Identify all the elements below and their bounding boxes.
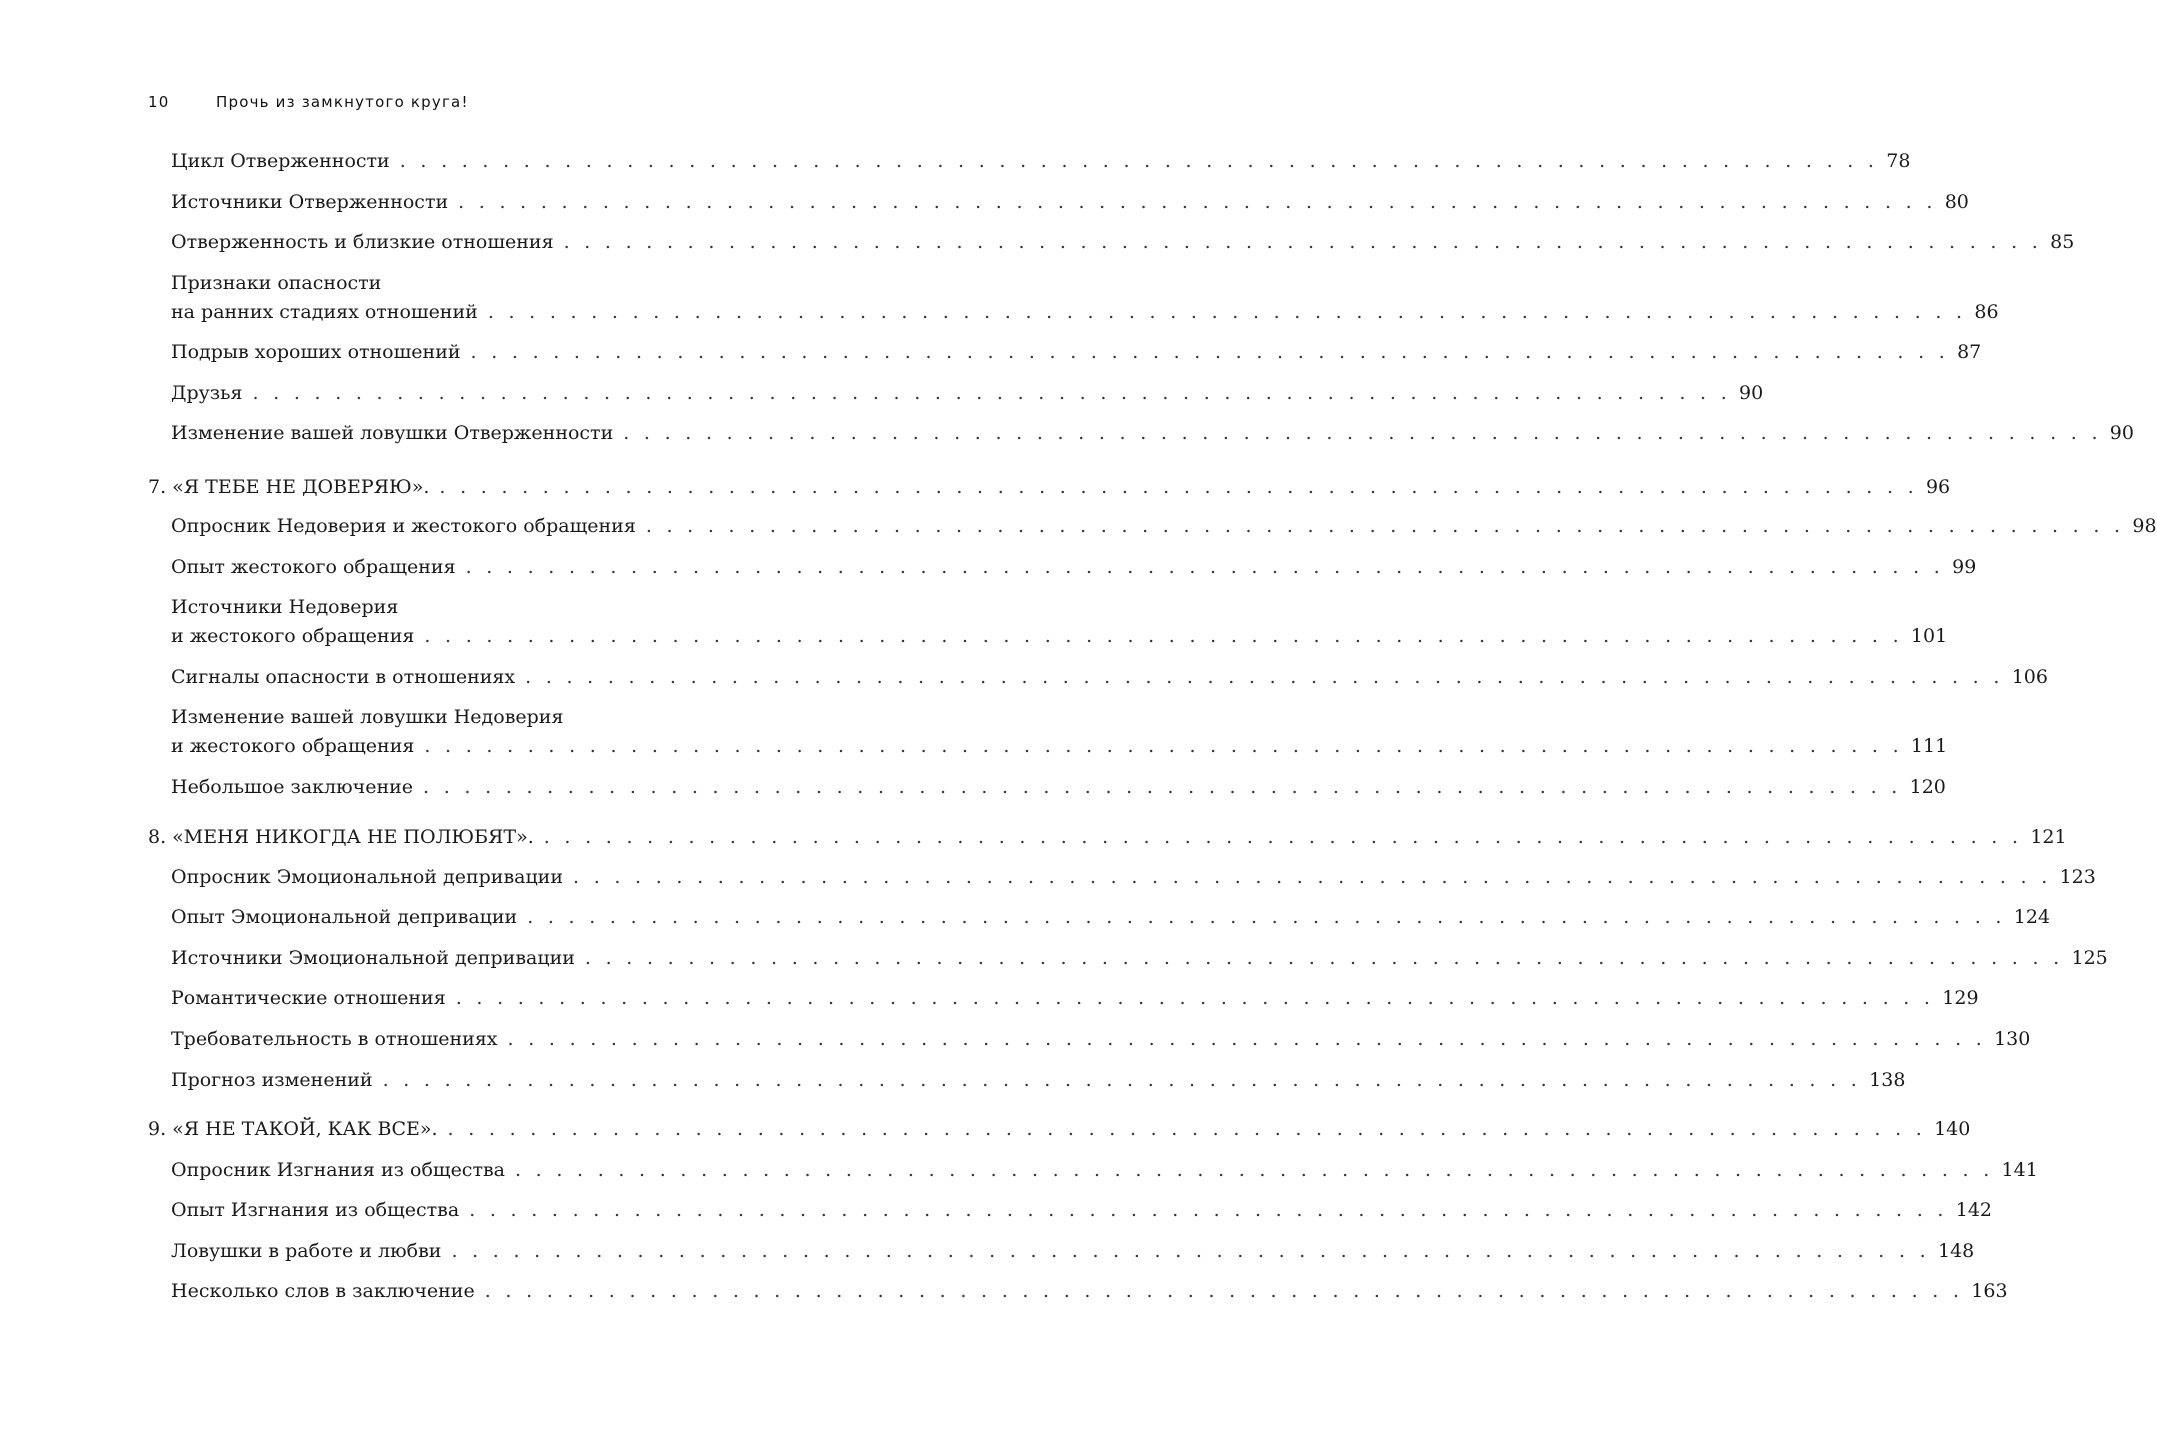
toc-page-number: 141 (2001, 1159, 2038, 1181)
toc-page-number: 140 (1934, 1118, 1971, 1140)
toc-title-line: Изменение вашей ловушки Недоверия (171, 706, 564, 728)
toc-title-line: Источники Недоверия (171, 596, 399, 618)
toc-title: 7. «Я ТЕБЕ НЕ ДОВЕРЯЮ». (148, 476, 430, 498)
toc-page-number: 129 (1942, 987, 1979, 1009)
dot-leader: . . . . . . . . . . . . . . . . . . . . . . . . . . . . . . . . . . . . . . . . . . . . . . . . . . . . . . . . . . . . . . . . . . . . . . . . (470, 341, 1950, 363)
dot-leader: . . . . . . . . . . . . . . . . . . . . . . . . . . . . . . . . . . . . . . . . . . . . . . . . . . . . . . . . . . . . . . . . . . . . . . . . (525, 666, 2004, 688)
dot-leader: . . . . . . . . . . . . . . . . . . . . . . . . . . . . . . . . . . . . . . . . . . . . . . . . . . . . . . . . . . . . . . . . . . . . . . . . (507, 1028, 1987, 1050)
toc-page-number: 138 (1869, 1069, 1906, 1091)
toc-section (171, 1025, 2031, 1054)
toc-section (171, 553, 1977, 582)
toc-section (171, 419, 2134, 448)
toc-page-number: 85 (2050, 231, 2075, 253)
toc-title: Ловушки в работе и любви (171, 1240, 442, 1262)
dot-leader: . . . . . . . . . . . . . . . . . . . . . . . . . . . . . . . . . . . . . . . . . . . . . . . . . . . . . . . . . . . . . . . . . . . . . . . . (458, 191, 1937, 213)
toc-title: Опросник Изгнания из общества (171, 1159, 505, 1181)
toc-section (171, 188, 1969, 217)
toc-page-number: 123 (2059, 866, 2096, 888)
toc-section (171, 1156, 2038, 1185)
toc-page-number: 87 (1957, 341, 1982, 363)
toc-page-number: 120 (1909, 776, 1946, 798)
toc-title: и жестокого обращения (171, 735, 415, 757)
toc-title: и жестокого обращения (171, 625, 415, 647)
dot-leader: . . . . . . . . . . . . . . . . . . . . . . . . . . . . . . . . . . . . . . . . . . . . . . . . . . . . . . . . . . . . . . . . . . . . . . . . (455, 987, 1935, 1009)
toc-section (171, 338, 1982, 367)
toc-title: Опыт Эмоциональной депривации (171, 906, 518, 928)
toc-section (171, 147, 1911, 176)
toc-section (171, 1277, 2008, 1306)
toc-chapter (148, 1115, 1971, 1144)
toc-title: Друзья (171, 382, 243, 404)
dot-leader: . . . . . . . . . . . . . . . . . . . . . . . . . . . . . . . . . . . . . . . . . . . . . . . . . . . . . . . . . . . . . . . . . . . . . . . . (424, 625, 1903, 647)
toc-title: Опыт Изгнания из общества (171, 1199, 460, 1221)
toc-page-number: 86 (1974, 301, 1999, 323)
toc-page-number: 142 (1955, 1199, 1993, 1221)
toc-section (171, 269, 1999, 327)
toc-page-number: 106 (2011, 666, 2048, 688)
dot-leader: . . . . . . . . . . . . . . . . . . . . . . . . . . . . . . . . . . . . . . . . . . . . . . . . . . . . . . . . . . . . . . . . . . . . . . . . (451, 1240, 1930, 1262)
toc-page-number: 90 (2109, 422, 2134, 444)
toc-section (171, 863, 2096, 892)
dot-leader: . . . . . . . . . . . . . . . . . . . . . . . . . . . . . . . . . . . . . . . . . . . . . . . . . . . . . . . . . . . . . . . . . . . . . . . . (543, 826, 2023, 848)
toc-section (171, 1066, 1906, 1095)
toc-page-number: 111 (1910, 735, 1948, 757)
toc-page-number: 101 (1910, 625, 1948, 647)
toc-section (171, 944, 2108, 973)
dot-leader: . . . . . . . . . . . . . . . . . . . . . . . . . . . . . . . . . . . . . . . . . . . . . . . . . . . . . . . . . . . . . . . . . . . . . . . . (623, 422, 2102, 444)
toc-title: Сигналы опасности в отношениях (171, 666, 516, 688)
toc-title: Несколько слов в заключение (171, 1280, 475, 1302)
toc-page-number: 125 (2071, 947, 2108, 969)
dot-leader: . . . . . . . . . . . . . . . . . . . . . . . . . . . . . . . . . . . . . . . . . . . . . . . . . . . . . . . . . . . . . . . . . . . . . . . . (469, 1199, 1948, 1221)
dot-leader: . . . . . . . . . . . . . . . . . . . . . . . . . . . . . . . . . . . . . . . . . . . . . . . . . . . . . . . . . . . . . . . . . . . . . . . . (514, 1159, 1994, 1181)
dot-leader: . . . . . . . . . . . . . . . . . . . . . . . . . . . . . . . . . . . . . . . . . . . . . . . . . . . . . . . . . . . . . . . . . . . . . . . . (399, 150, 1879, 172)
toc-title: 9. «Я НЕ ТАКОЙ, КАК ВСЕ». (148, 1118, 438, 1140)
dot-leader: . . . . . . . . . . . . . . . . . . . . . . . . . . . . . . . . . . . . . . . . . . . . . . . . . . . . . . . . . . . . . . . . . . . . . . . . (382, 1069, 1862, 1091)
dot-leader: . . . . . . . . . . . . . . . . . . . . . . . . . . . . . . . . . . . . . . . . . . . . . . . . . . . . . . . . . . . . . . . . . . . . . . . . (465, 556, 1945, 578)
toc-section (171, 1196, 1993, 1225)
toc-page-number: 80 (1944, 191, 1969, 213)
book-title: Прочь из замкнутого круга! (216, 93, 469, 111)
toc-title: Требовательность в отношениях (171, 1028, 498, 1050)
toc-section (171, 1237, 1975, 1266)
toc-title: Цикл Отверженности (171, 150, 390, 172)
toc-title: Опыт жестокого обращения (171, 556, 456, 578)
dot-leader: . . . . . . . . . . . . . . . . . . . . . . . . . . . . . . . . . . . . . . . . . . . . . . . . . . . . . . . . . . . . . . . . . . . . . . . . (563, 231, 2043, 253)
toc-title: на ранних стадиях отношений (171, 301, 478, 323)
toc-section (171, 773, 1946, 802)
toc-section (171, 379, 1764, 408)
dot-leader: . . . . . . . . . . . . . . . . . . . . . . . . . . . . . . . . . . . . . . . . . . . . . . . . . . . . . . . . . . . . . . . . . . . . . . . . (252, 382, 1732, 404)
toc-title-line: Признаки опасности (171, 272, 382, 294)
toc-page-number: 124 (2013, 906, 2051, 928)
toc-title: 8. «МЕНЯ НИКОГДА НЕ ПОЛЮБЯТ». (148, 826, 534, 848)
toc-title: Романтические отношения (171, 987, 446, 1009)
toc-page-number: 121 (2030, 826, 2067, 848)
dot-leader: . . . . . . . . . . . . . . . . . . . . . . . . . . . . . . . . . . . . . . . . . . . . . . . . . . . . . . . . . . . . . . . . . . . . . . . . (527, 906, 2006, 928)
dot-leader: . . . . . . . . . . . . . . . . . . . . . . . . . . . . . . . . . . . . . . . . . . . . . . . . . . . . . . . . . . . . . . . . . . . . . . . . (584, 947, 2064, 969)
dot-leader: . . . . . . . . . . . . . . . . . . . . . . . . . . . . . . . . . . . . . . . . . . . . . . . . . . . . . . . . . . . . . . . . . . . . . . . . (573, 866, 2052, 888)
toc-title: Изменение вашей ловушки Отверженности (171, 422, 614, 444)
toc-section (171, 703, 1948, 761)
dot-leader: . . . . . . . . . . . . . . . . . . . . . . . . . . . . . . . . . . . . . . . . . . . . . . . . . . . . . . . . . . . . . . . . . . . . . . . . (645, 515, 2125, 537)
toc-page-number: 78 (1886, 150, 1911, 172)
dot-leader: . . . . . . . . . . . . . . . . . . . . . . . . . . . . . . . . . . . . . . . . . . . . . . . . . . . . . . . . . . . . . . . . . . . . . . . . (484, 1280, 1964, 1302)
dot-leader: . . . . . . . . . . . . . . . . . . . . . . . . . . . . . . . . . . . . . . . . . . . . . . . . . . . . . . . . . . . . . . . . . . . . . . . . (439, 476, 1918, 498)
dot-leader: . . . . . . . . . . . . . . . . . . . . . . . . . . . . . . . . . . . . . . . . . . . . . . . . . . . . . . . . . . . . . . . . . . . . . . . . (423, 776, 1902, 798)
toc-section (171, 593, 1948, 651)
dot-leader: . . . . . . . . . . . . . . . . . . . . . . . . . . . . . . . . . . . . . . . . . . . . . . . . . . . . . . . . . . . . . . . . . . . . . . . . (447, 1118, 1927, 1140)
toc-chapter (148, 473, 1951, 502)
toc-page-number: 148 (1938, 1240, 1975, 1262)
toc-section (171, 663, 2048, 692)
toc-page-number: 163 (1971, 1280, 2008, 1302)
toc-title: Небольшое заключение (171, 776, 414, 798)
dot-leader: . . . . . . . . . . . . . . . . . . . . . . . . . . . . . . . . . . . . . . . . . . . . . . . . . . . . . . . . . . . . . . . . . . . . . . . . (424, 735, 1903, 757)
page-number: 10 (148, 93, 170, 111)
toc-title: Источники Эмоциональной депривации (171, 947, 575, 969)
toc-title: Опросник Эмоциональной депривации (171, 866, 564, 888)
toc-page-number: 99 (1952, 556, 1977, 578)
toc-page-number: 90 (1739, 382, 1764, 404)
toc-title: Прогноз изменений (171, 1069, 373, 1091)
toc-title: Опросник Недоверия и жестокого обращения (171, 515, 636, 537)
toc-section (171, 512, 2157, 541)
toc-section (171, 903, 2051, 932)
toc-title: Отверженность и близкие отношения (171, 231, 554, 253)
toc-page-number: 130 (1994, 1028, 2031, 1050)
toc-chapter (148, 823, 2067, 852)
toc-title: Источники Отверженности (171, 191, 449, 213)
toc-page-number: 98 (2132, 515, 2157, 537)
toc-title: Подрыв хороших отношений (171, 341, 461, 363)
dot-leader: . . . . . . . . . . . . . . . . . . . . . . . . . . . . . . . . . . . . . . . . . . . . . . . . . . . . . . . . . . . . . . . . . . . . . . . . (487, 301, 1967, 323)
toc-page-number: 96 (1925, 476, 1951, 498)
toc-section (171, 984, 1979, 1013)
toc-section (171, 228, 2075, 257)
